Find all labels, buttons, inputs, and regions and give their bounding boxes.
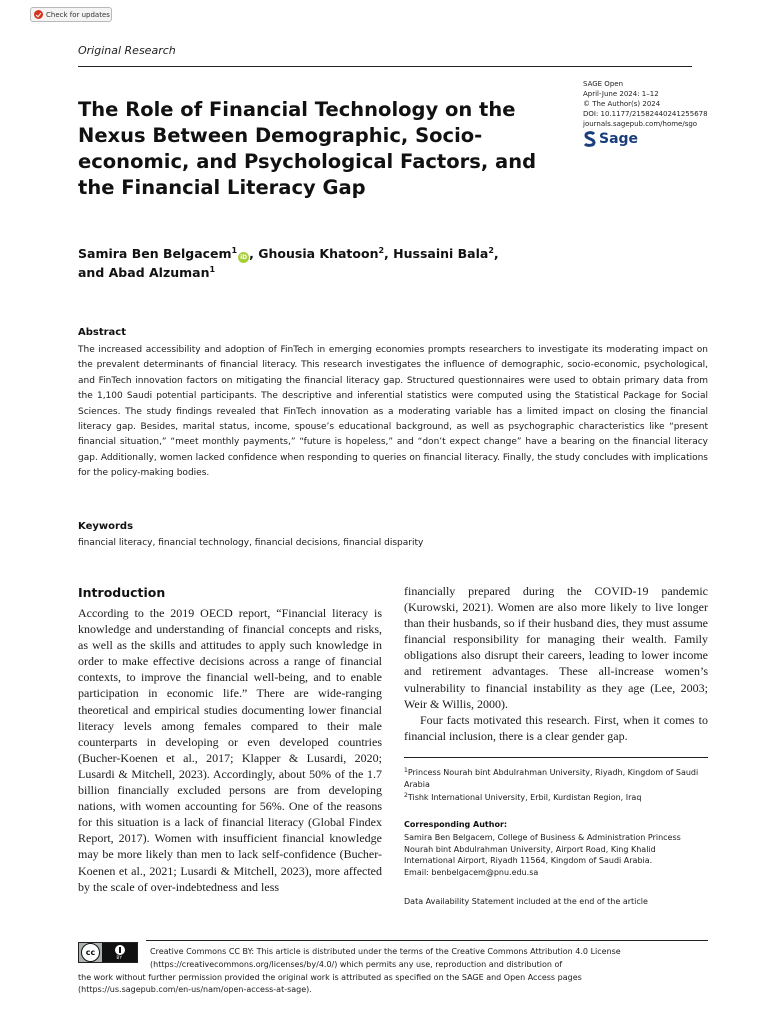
- orcid-icon[interactable]: iD: [240, 254, 248, 261]
- by-label: BY: [116, 955, 123, 960]
- keywords-text: financial literacy, financial technology, financial decisions, financial disparity: [78, 538, 424, 548]
- check-for-updates-button[interactable]: [30, 7, 112, 22]
- author-list: Samira Ben Belgacem$^1$iD , Ghousia Khatoon$^2$, Hussaini Bala$^2$, and Abad Alzuman$^1$: [78, 246, 499, 280]
- corresponding-author-email[interactable]: Email: benbelgacem@pnu.edu.sa: [404, 867, 539, 877]
- section-label: Original Research: [78, 44, 176, 57]
- license-text: [78, 946, 708, 997]
- abstract-heading: Abstract: [78, 327, 127, 338]
- author-2[interactable]: Ghousia Khatoon$^2$: [258, 246, 385, 261]
- license-line-4[interactable]: (https://us.sagepub.com/en-us/nam/open-access-at-sage).: [78, 985, 312, 995]
- footer-divider: [146, 940, 708, 941]
- data-availability-note: Data Availability Statement included at the end of the article: [404, 897, 648, 906]
- sage-logo: [583, 131, 638, 147]
- keywords-heading: Keywords: [78, 521, 134, 532]
- intro-right-paragraph-1: financially prepared during the COVID-19 pandemic (Kurowski, 2021). Women are also more likely to live longer than their husbands, so if their husband dies, they must assume financial responsibility for managing their wealth. Family obligations also disrupt their careers, leading to lower income and retirement advantages. These all-increase women’s vulnerability to financial instability as they age (Lee, 2003; Weir & Willis, 2000).: [404, 584, 708, 711]
- copyright: © The Author(s) 2024: [583, 100, 661, 108]
- affiliation-2: $^2$Tishk International University, Erbil, Kurdistan Region, Iraq: [404, 792, 642, 803]
- cc-icon: cc: [81, 943, 100, 962]
- author-1[interactable]: Samira Ben Belgacem$^1$: [78, 246, 238, 261]
- affiliation-1: $^1$Princess Nourah bint Abdulrahman University, Riyadh, Kingdom of Saudi Arabia: [404, 767, 699, 789]
- intro-right-column: [404, 583, 708, 744]
- article-title: The Role of Financial Technology on the Nexus Between Demographic, Socio-economic, and Psychological Factors, and the Financial Literacy Gap: [78, 98, 537, 199]
- intro-right-paragraph-2: Four facts motivated this research. First, when it comes to financial inclusion, there is a clear gender gap.: [404, 712, 708, 743]
- license-line-1: Creative Commons CC BY: This article is distributed under the terms of the Creative Commons Attribution 4.0 License: [150, 947, 621, 956]
- journal-metadata: [583, 79, 708, 129]
- sage-s-icon: [583, 131, 596, 147]
- corresponding-author-heading: Corresponding Author:: [404, 820, 508, 829]
- introduction-heading: Introduction: [78, 585, 166, 600]
- corresponding-author-details: [404, 832, 708, 878]
- journal-issue: April-June 2024: 1–12: [583, 90, 659, 98]
- author-4[interactable]: and Abad Alzuman$^1$: [78, 265, 216, 280]
- corresponding-author-address: Samira Ben Belgacem, College of Business & Administration Princess Nourah bint Abdulrahman University, Airport Road, King Khalid International Airport, Riyadh 11564, Kingdom of Saudi Arabia.: [404, 833, 681, 866]
- doi[interactable]: DOI: 10.1177/21582440241255678: [583, 110, 708, 118]
- check-for-updates-label: Check for updates: [46, 10, 110, 19]
- affiliations: [404, 767, 708, 806]
- affiliation-divider: [404, 757, 708, 758]
- abstract-text: The increased accessibility and adoption of FinTech in emerging economies prompts researchers to investigate its moderating impact on the prevalent determinants of financial literacy. This research investigates the influence of demographic, socio-economic, psychological, and FinTech innovation factors on mitigating the financial literacy gap. Structured questionnaires were used to obtain primary data from the 1,100 Saudi potential participants. The descriptive and inferential statistics were computed using the Statistical Package for Social Sciences. The study findings revealed that FinTech innovation as a moderating variable has a limited impact on closing the financial literacy gap. Besides, marital status, income, spouse’s educational background, as well as psychographic characteristics like “present financial situation,” “meet monthly payments,” “future is hopeless,” and “don’t expect change” have a bearing on the financial literacy gap. Additionally, women lacked confidence when responding to queries on financial literacy. Finally, the study concludes with implications for the policy-making bodies.: [78, 345, 708, 479]
- license-line-2[interactable]: (https://creativecommons.org/licenses/by/4.0/) which permits any use, reproduction and distribution of: [150, 959, 563, 969]
- license-line-3: the work without further permission provided the original work is attributed as specified on the SAGE and Open Access pages: [78, 972, 582, 982]
- intro-left-column: According to the 2019 OECD report, “Financial literacy is knowledge and understanding of financial concepts and risks, as well as the skills and attitudes to apply such knowledge in order to make effective decisions across a range of financial contexts, to improve the financial well-being, and to enable participation in economic life.” There are wide-ranging theoretical and empirical studies documenting lower financial literacy levels among females compared to their male counterparts in developing or even developed countries (Bucher-Koenen et al., 2017; Klapper & Lusardi, 2020; Lusardi & Mitchell, 2023). Accordingly, about 50% of the 1.7 billion financially excluded persons are from developing nations, with women accounting for 56%. One of the reasons for this situation is a lack of financial literacy (Global Findex Report, 2017). Women with insufficient financial knowledge may be more likely than men to lack self-confidence (Bucher-Koenen et al., 2021; Lusardi & Mitchell, 2023), more affected by the scale of over-indebtedness and less: [78, 606, 382, 894]
- journal-name: SAGE Open: [583, 80, 624, 88]
- check-updates-icon: [34, 10, 43, 19]
- journal-url[interactable]: journals.sagepub.com/home/sgo: [583, 120, 698, 128]
- sage-logo-text: Sage: [599, 131, 639, 147]
- header-divider: [78, 66, 692, 67]
- author-3[interactable]: Hussaini Bala$^2$: [393, 246, 494, 261]
